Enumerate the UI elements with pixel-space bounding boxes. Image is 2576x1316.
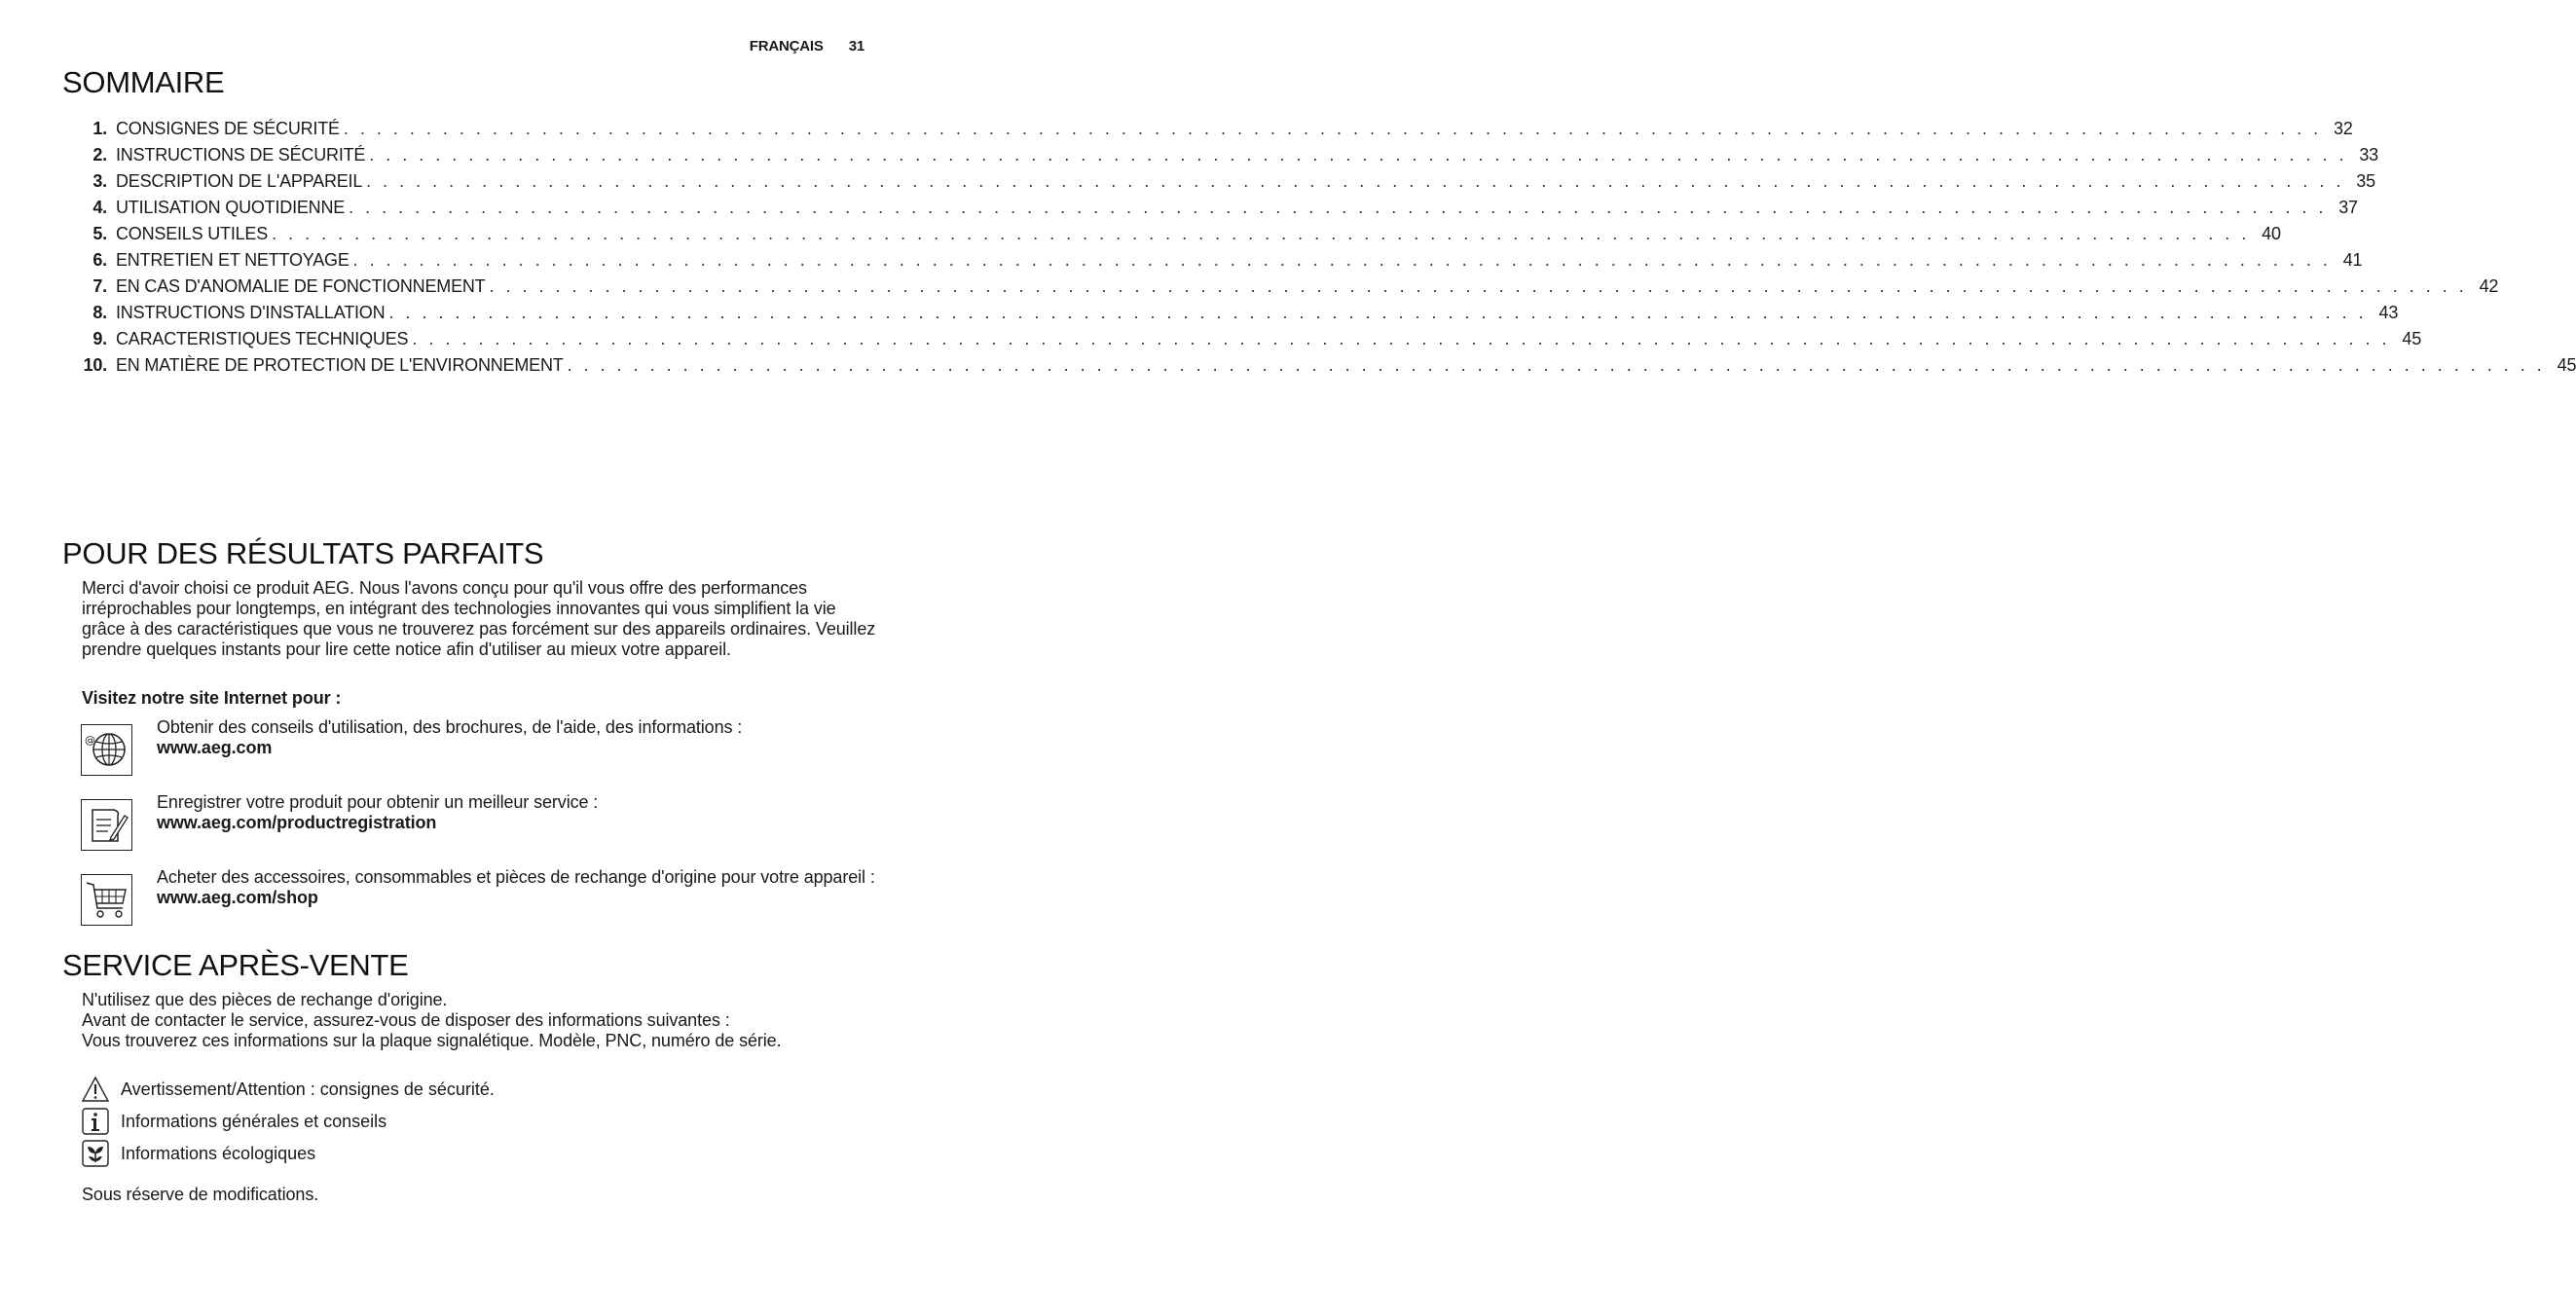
warning-icon xyxy=(81,1076,110,1103)
toc-entry-title: CONSEILS UTILES xyxy=(116,224,269,243)
toc-entry-number: 4. xyxy=(92,198,107,217)
toc-entry-title: EN MATIÈRE DE PROTECTION DE L'ENVIRONNEMENT xyxy=(116,355,564,375)
shopping-cart-icon xyxy=(81,874,132,926)
toc-entry-page: 45 xyxy=(2402,329,2422,348)
registration-icon xyxy=(81,799,132,851)
toc-entry[interactable] xyxy=(62,303,2399,329)
toc-entry[interactable] xyxy=(62,224,2281,250)
sommaire-heading: SOMMAIRE xyxy=(62,65,225,99)
aeg-website-link[interactable]: www.aeg.com xyxy=(157,738,273,757)
toc-entry-number: 8. xyxy=(92,303,107,322)
service-heading: SERVICE APRÈS-VENTE xyxy=(62,948,409,982)
toc-entry[interactable] xyxy=(62,355,2576,382)
toc-entry-title: EN CAS D'ANOMALIE DE FONCTIONNEMENT xyxy=(116,276,486,296)
toc-entry[interactable] xyxy=(62,119,2353,145)
toc-dot-leader: . . . . . . . . . . . . . . . . . . . . . . . . . . . . . . . . . . . . . . . . . . . . . . . . . . . . . . . . . . . . . . . . . . . . . . . . . . . . . . . . . . . . . . . . . . . . . . . . . . . . . . . . . . . . . . . . . . . . . . . . xyxy=(567,355,2546,375)
web-link-description: Enregistrer votre produit pour obtenir un meilleur service : xyxy=(157,792,599,812)
service-line-3: Vous trouverez ces informations sur la plaque signalétique. Modèle, PNC, numéro de série. xyxy=(82,1031,782,1050)
svg-text:@: @ xyxy=(85,734,95,747)
toc-entry[interactable] xyxy=(62,276,2499,303)
web-link-description: Acheter des accessoires, consommables et pièces de rechange d'origine pour votre appareil : xyxy=(157,867,875,887)
toc-entry-number: 2. xyxy=(92,145,107,164)
toc-entry[interactable] xyxy=(62,171,2375,198)
toc-entry-number: 9. xyxy=(92,329,107,348)
intro-paragraph: Merci d'avoir choisi ce produit AEG. Nous l'avons conçu pour qu'il vous offre des performances irréprochables pour longtemps, en intégrant des technologies innovantes qui vous simplifient la vie grâce à des caractéristiques que vous ne trouverez pas forcément sur des appareils ordinaires. Veuillez prendre quelques instants pour lire cette notice afin d'utiliser au mieux votre appareil. xyxy=(82,578,876,659)
service-paragraph xyxy=(82,990,880,1051)
toc-dot-leader: . . . . . . . . . . . . . . . . . . . . . . . . . . . . . . . . . . . . . . . . . . . . . . . . . . . . . . . . . . . . . . . . . . . . . . . . . . . . . . . . . . . . . . . . . . . . . . . . . . . . . . . . . . . . . . . . . . . . . . . . xyxy=(369,145,2347,164)
page-header xyxy=(750,38,865,55)
globe-icon xyxy=(81,724,132,776)
toc-entry-title: INSTRUCTIONS DE SÉCURITÉ xyxy=(116,145,366,164)
toc-entry-page: 37 xyxy=(2338,198,2358,217)
resultats-heading: POUR DES RÉSULTATS PARFAITS xyxy=(62,536,544,570)
toc-entry-number: 5. xyxy=(92,224,107,243)
toc-entry-title: ENTRETIEN ET NETTOYAGE xyxy=(116,250,350,270)
visit-label: Visitez notre site Internet pour : xyxy=(82,688,342,708)
page-number: 31 xyxy=(848,38,865,55)
toc-entry-page: 32 xyxy=(2333,119,2353,138)
toc-entry-page: 41 xyxy=(2342,250,2363,270)
toc-entry[interactable] xyxy=(62,329,2422,355)
toc-entry-title: UTILISATION QUOTIDIENNE xyxy=(116,198,346,217)
note-info xyxy=(81,1108,386,1135)
shop-link[interactable]: www.aeg.com/shop xyxy=(157,888,318,907)
toc-dot-leader: . . . . . . . . . . . . . . . . . . . . . . . . . . . . . . . . . . . . . . . . . . . . . . . . . . . . . . . . . . . . . . . . . . . . . . . . . . . . . . . . . . . . . . . . . . . . . . . . . . . . . . . . . . . . . . . . . . . . . . . . xyxy=(349,198,2327,217)
table-of-contents xyxy=(62,119,2576,382)
toc-entry-number: 10. xyxy=(83,355,107,375)
toc-entry-title: CARACTERISTIQUES TECHNIQUES xyxy=(116,329,409,348)
toc-dot-leader: . . . . . . . . . . . . . . . . . . . . . . . . . . . . . . . . . . . . . . . . . . . . . . . . . . . . . . . . . . . . . . . . . . . . . . . . . . . . . . . . . . . . . . . . . . . . . . . . . . . . . . . . . . . . . . . . . . . . . . . . xyxy=(489,276,2468,296)
toc-entry-page: 40 xyxy=(2262,224,2281,243)
toc-entry[interactable] xyxy=(62,198,2358,224)
toc-dot-leader: . . . . . . . . . . . . . . . . . . . . . . . . . . . . . . . . . . . . . . . . . . . . . . . . . . . . . . . . . . . . . . . . . . . . . . . . . . . . . . . . . . . . . . . . . . . . . . . . . . . . . . . . . . . . . . . . . . . . . . . . xyxy=(412,329,2391,348)
web-link-description: Obtenir des conseils d'utilisation, des brochures, de l'aide, des informations : xyxy=(157,717,743,737)
toc-dot-leader: . . . . . . . . . . . . . . . . . . . . . . . . . . . . . . . . . . . . . . . . . . . . . . . . . . . . . . . . . . . . . . . . . . . . . . . . . . . . . . . . . . . . . . . . . . . . . . . . . . . . . . . . . . . . . . . . . . . . . . . . xyxy=(366,171,2344,191)
info-icon xyxy=(81,1108,110,1135)
toc-dot-leader: . . . . . . . . . . . . . . . . . . . . . . . . . . . . . . . . . . . . . . . . . . . . . . . . . . . . . . . . . . . . . . . . . . . . . . . . . . . . . . . . . . . . . . . . . . . . . . . . . . . . . . . . . . . . . . . . . . . . . . . . xyxy=(272,224,2250,243)
note-text: Informations écologiques xyxy=(121,1143,316,1163)
toc-entry-page: 42 xyxy=(2479,276,2499,296)
eco-icon xyxy=(81,1140,110,1167)
note-text: Informations générales et conseils xyxy=(121,1111,387,1131)
toc-entry-number: 1. xyxy=(92,119,107,138)
service-line-2: Avant de contacter le service, assurez-vous de disposer des informations suivantes : xyxy=(82,1010,730,1030)
toc-entry[interactable] xyxy=(62,145,2378,171)
language-label: FRANÇAIS xyxy=(749,38,824,55)
toc-entry-page: 43 xyxy=(2378,303,2399,322)
reserve-note: Sous réserve de modifications. xyxy=(82,1185,319,1204)
toc-entry[interactable] xyxy=(62,250,2363,276)
toc-dot-leader: . . . . . . . . . . . . . . . . . . . . . . . . . . . . . . . . . . . . . . . . . . . . . . . . . . . . . . . . . . . . . . . . . . . . . . . . . . . . . . . . . . . . . . . . . . . . . . . . . . . . . . . . . . . . . . . . . . . . . . . . xyxy=(352,250,2332,270)
note-warning xyxy=(81,1076,495,1103)
product-registration-link[interactable]: www.aeg.com/productregistration xyxy=(157,813,437,832)
toc-entry-title: DESCRIPTION DE L'APPAREIL xyxy=(116,171,363,191)
toc-entry-number: 7. xyxy=(92,276,107,296)
toc-entry-title: CONSIGNES DE SÉCURITÉ xyxy=(116,119,340,138)
toc-dot-leader: . . . . . . . . . . . . . . . . . . . . . . . . . . . . . . . . . . . . . . . . . . . . . . . . . . . . . . . . . . . . . . . . . . . . . . . . . . . . . . . . . . . . . . . . . . . . . . . . . . . . . . . . . . . . . . . . . . . . . . . . xyxy=(343,119,2322,138)
toc-dot-leader: . . . . . . . . . . . . . . . . . . . . . . . . . . . . . . . . . . . . . . . . . . . . . . . . . . . . . . . . . . . . . . . . . . . . . . . . . . . . . . . . . . . . . . . . . . . . . . . . . . . . . . . . . . . . . . . . . . . . . . . . xyxy=(388,303,2368,322)
toc-entry-title: INSTRUCTIONS D'INSTALLATION xyxy=(116,303,386,322)
toc-entry-page: 45 xyxy=(2557,355,2576,375)
note-eco xyxy=(81,1140,315,1167)
note-text: Avertissement/Attention : consignes de sécurité. xyxy=(121,1078,495,1099)
toc-entry-page: 33 xyxy=(2359,145,2378,164)
toc-entry-number: 6. xyxy=(92,250,107,270)
toc-entry-number: 3. xyxy=(92,171,107,191)
toc-entry-page: 35 xyxy=(2356,171,2375,191)
service-line-1: N'utilisez que des pièces de rechange d'origine. xyxy=(82,990,448,1009)
